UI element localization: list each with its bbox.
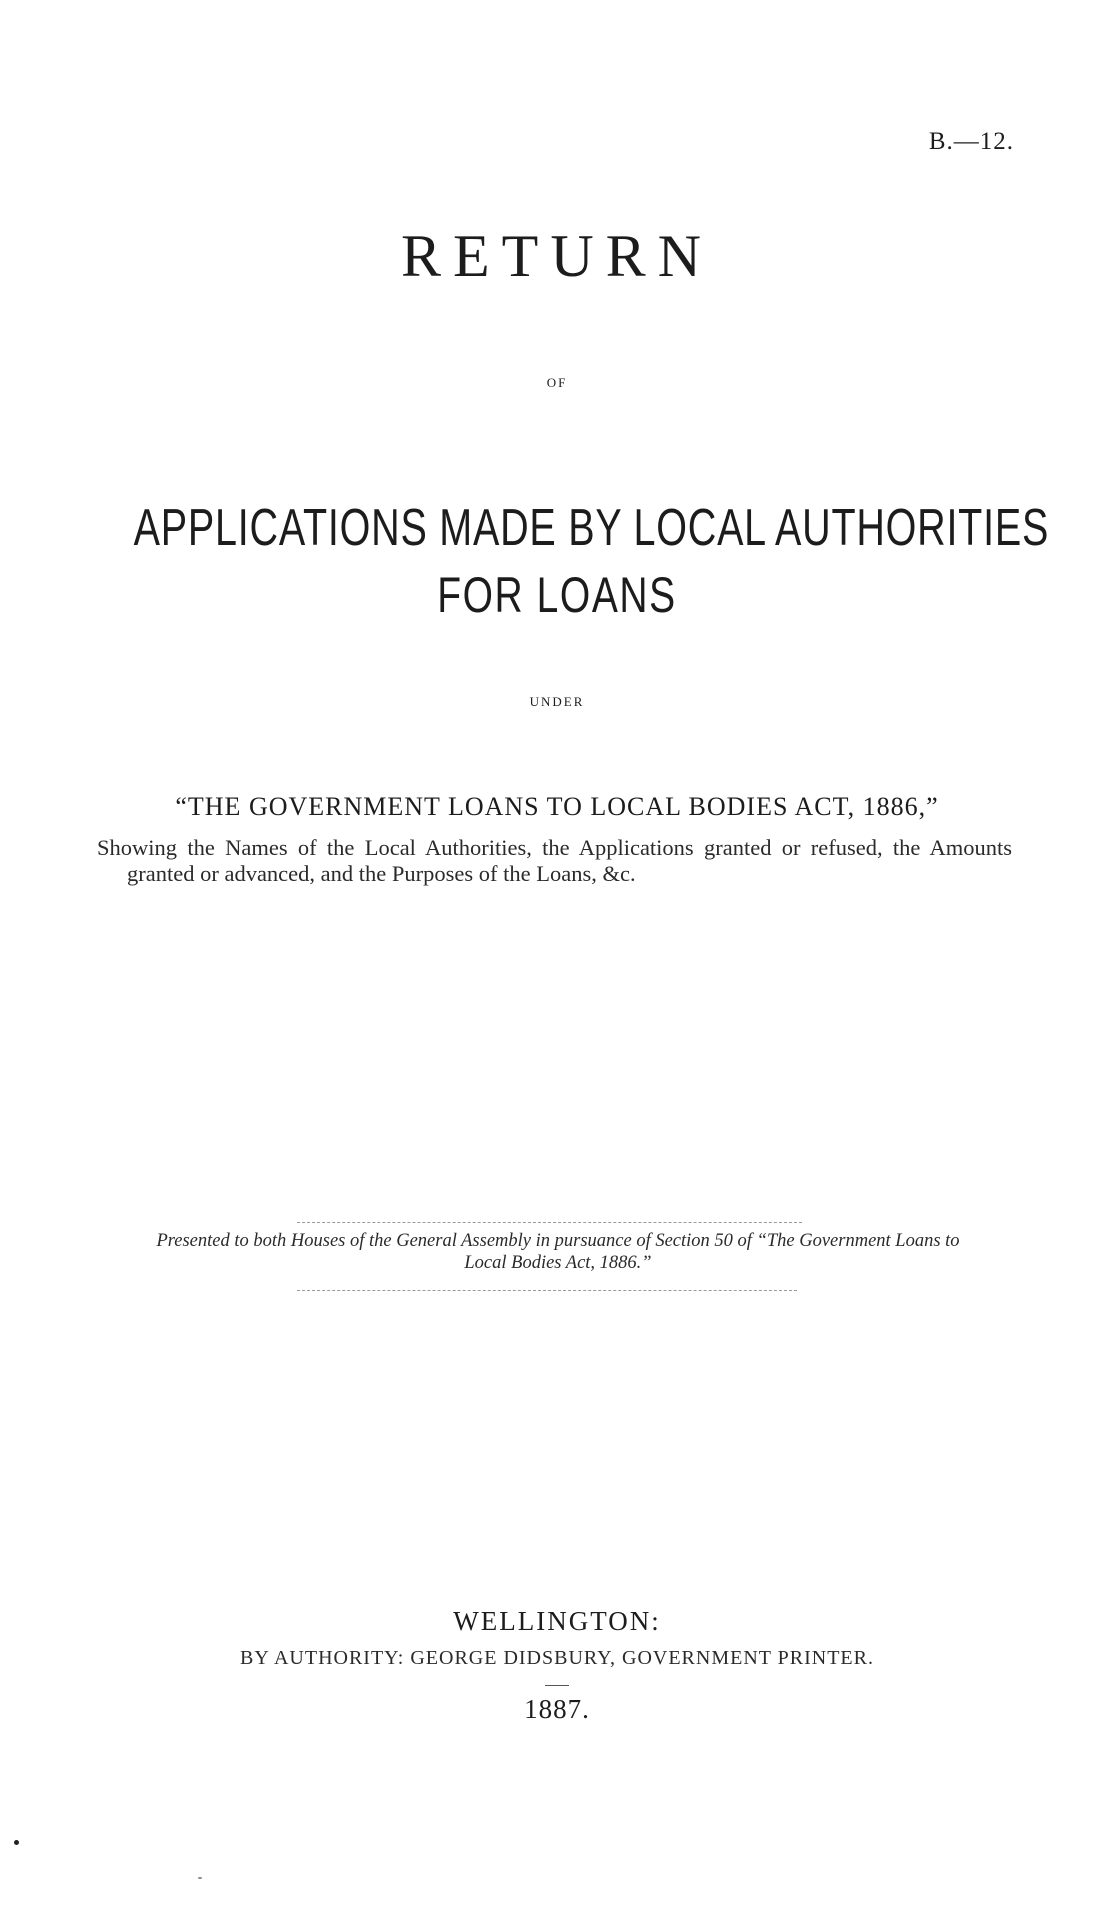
presented-note: Presented to both Houses of the General Assembly in pursuance of Section 50 of “The Government Loans to Local Bodies Act, 1886.” <box>156 1231 960 1273</box>
paper-speck <box>14 1840 19 1845</box>
imprint-printer: BY AUTHORITY: GEORGE DIDSBURY, GOVERNMENT PRINTER. <box>240 1647 874 1669</box>
divider-top <box>297 1222 802 1223</box>
of-connector: OF <box>546 375 568 390</box>
description-paragraph: Showing the Names of the Local Authorities, the Applications granted or refused, the Amounts granted or advanced, and the Purposes of the Loans, &c. <box>97 835 1012 886</box>
under-connector: UNDER <box>529 694 585 709</box>
imprint-dash <box>545 1685 569 1686</box>
document-title: RETURN <box>401 223 713 289</box>
document-code: B.—12. <box>928 128 1014 155</box>
imprint-year: 1887. <box>524 1694 590 1724</box>
paper-speck <box>198 1877 202 1879</box>
divider-bottom <box>297 1290 797 1291</box>
heading-line-1: APPLICATIONS MADE BY LOCAL AUTHORITIES <box>133 499 1050 557</box>
imprint-place: WELLINGTON: <box>453 1606 661 1636</box>
heading-line-2: FOR LOANS <box>437 567 677 623</box>
act-title: “THE GOVERNMENT LOANS TO LOCAL BODIES ACT, 1886,” <box>175 792 939 821</box>
